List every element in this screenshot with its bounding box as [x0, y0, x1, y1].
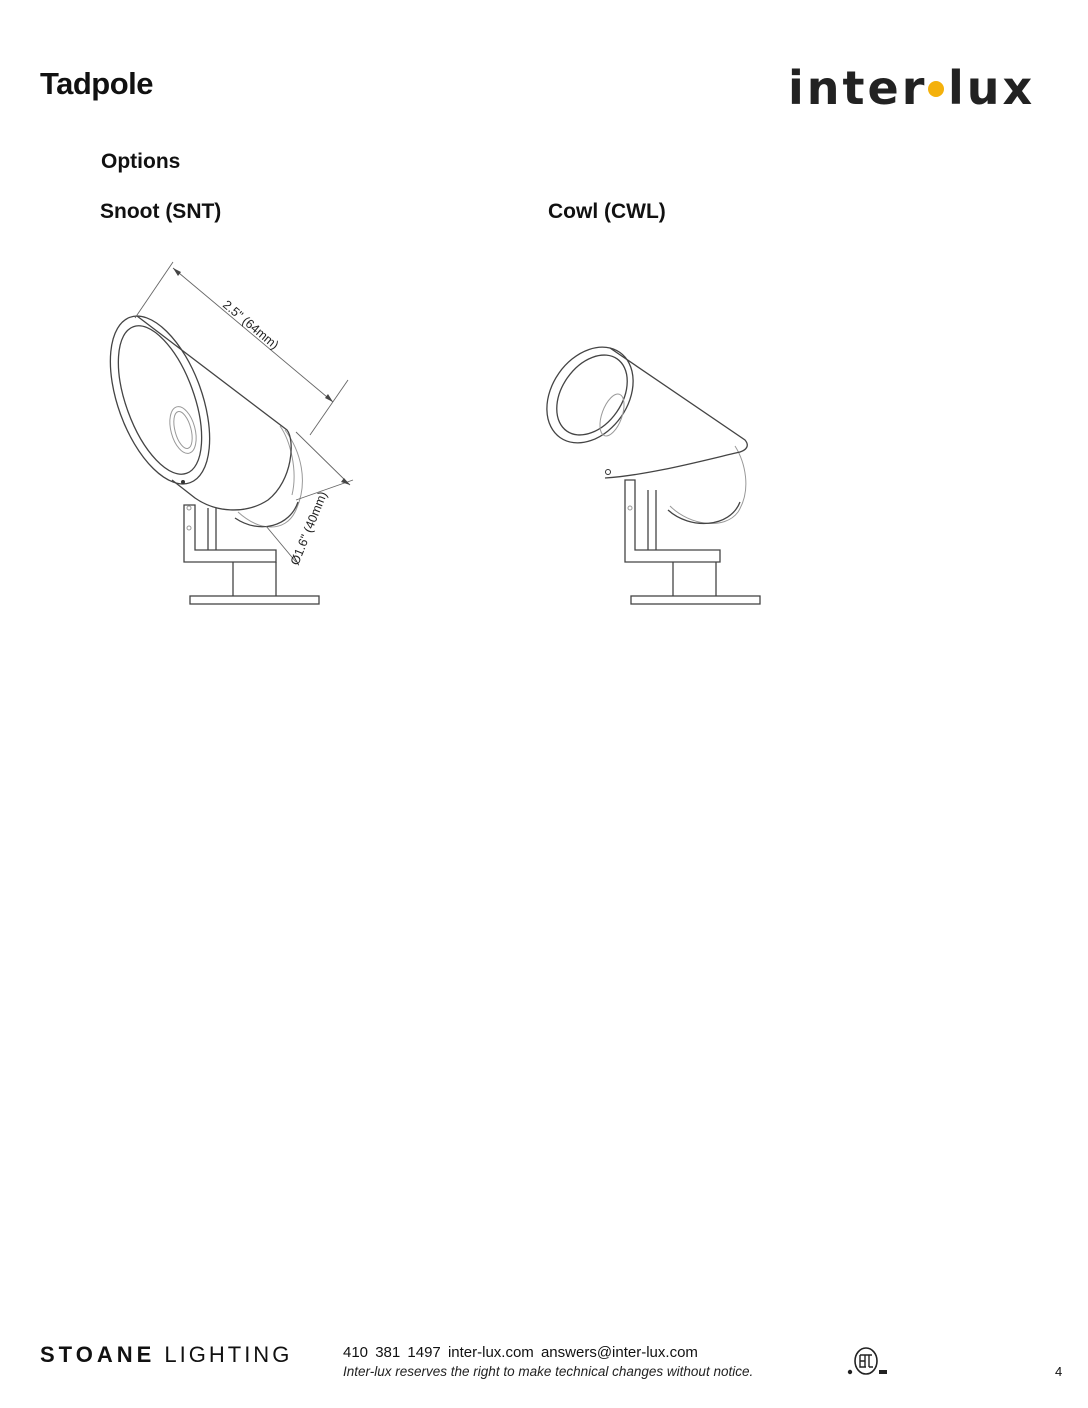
options-heading: Options [101, 150, 181, 173]
phone-number: 410 381 1497 [343, 1344, 441, 1361]
brand-light: LIGHTING [164, 1342, 293, 1367]
website-link[interactable]: inter-lux.com [447, 1344, 534, 1361]
cowl-drawing [540, 250, 780, 620]
logo-text-right: lux [948, 61, 1036, 115]
stoane-lighting-brand [40, 1342, 292, 1368]
cowl-option-label: Cowl (CWL) [548, 200, 666, 223]
page-title: Tadpole [40, 66, 154, 101]
contact-line [343, 1344, 698, 1361]
email-link[interactable]: answers@inter-lux.com [540, 1344, 698, 1361]
inter-lux-logo [788, 56, 1048, 116]
brand-bold: STOANE [40, 1342, 156, 1367]
logo-text-left: inter [788, 61, 928, 115]
disclaimer: Inter-lux reserves the right to make technical changes without notice. [343, 1364, 754, 1379]
etl-listed-icon [846, 1346, 888, 1378]
snoot-drawing [100, 250, 380, 620]
logo-dot [928, 81, 944, 97]
snoot-option-label: Snoot (SNT) [100, 200, 222, 223]
page-number: 4 [1055, 1364, 1063, 1379]
length-dimension: 2.5" (64mm) [220, 297, 282, 353]
diameter-dimension: Ø1.6" (40mm) [287, 489, 331, 568]
